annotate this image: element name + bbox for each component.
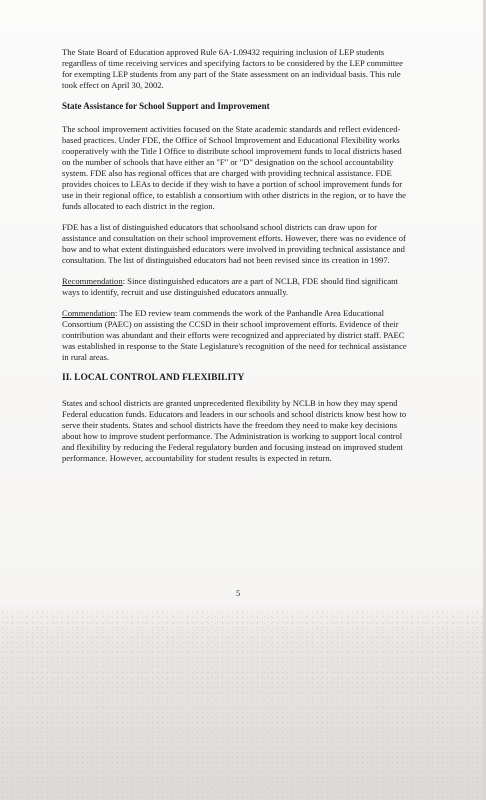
document-body <box>62 47 407 474</box>
recommendation-label: Recommendation <box>62 276 123 286</box>
section-heading-local-control: II. LOCAL CONTROL AND FLEXIBILITY <box>62 373 245 383</box>
commendation-paragraph <box>62 308 407 363</box>
section-heading-state-assistance: State Assistance for School Support and Improvement <box>62 101 270 111</box>
commendation-text: : The ED review team commends the work of the Panhandle Area Educational Consortium (PAEC) on assisting the CCSD in their school improvement efforts. Evidence of their contribution was abundant and their efforts were recognized and appreciated by district staff. PAEC was established in response to the State Legislature's recognition of the need for technical assistance in rural areas. <box>62 308 407 362</box>
paragraph-distinguished-educators: FDE has a list of distinguished educators that schoolsand school districts can draw upon for assistance and consultation on their school improvement efforts. However, there was no evidence of how and to what extent distinguished educators were involved in providing technical assistance and consultation. The list of distinguished educators had not been revised since its creation in 1997. <box>62 222 406 265</box>
paragraph-lep-rule: The State Board of Education approved Rule 6A-1.09432 requiring inclusion of LEP students regardless of time receiving services and specifying factors to be considered by the LEP committee for exempting LEP students from any part of the State assessment on an individual basis. This rule took effect on April 30, 2002. <box>62 47 403 90</box>
page-number: 5 <box>236 588 241 598</box>
paragraph-school-improvement: The school improvement activities focused on the State academic standards and reflect evidenced-based practices. Under FDE, the Office of School Improvement and Educational Flexibility works cooperatively with the Title I Office to distribute school improvement funds to local districts based on the number of schools that have either an "F" or "D" designation on the school accountability system. FDE also has regional offices that are charged with providing technical assistance. FDE provides choices to LEAs to decide if they wish to have a portion of school improvement funds for use in their regional office, to establish a consortium with other districts in the region, or to have the funds allocated to each district in the region. <box>62 124 406 211</box>
recommendation-paragraph <box>62 276 407 298</box>
recommendation-text: : Since distinguished educators are a part of NCLB, FDE should find significant ways to identify, recruit and use distinguished educators annually. <box>62 276 398 297</box>
scan-noise <box>0 610 486 800</box>
paragraph-flexibility: States and school districts are granted unprecedented flexibility by NCLB in how they may spend Federal education funds. Educators and leaders in our schools and school districts know best how to serve their students. States and school districts have the freedom they need to make key decisions about how to improve student performance. The Administration is working to support local control and flexibility by reducing the Federal regulatory burden and focusing instead on improved student performance. However, accountability for student results is expected in return. <box>62 398 407 463</box>
commendation-label: Commendation <box>62 308 115 318</box>
